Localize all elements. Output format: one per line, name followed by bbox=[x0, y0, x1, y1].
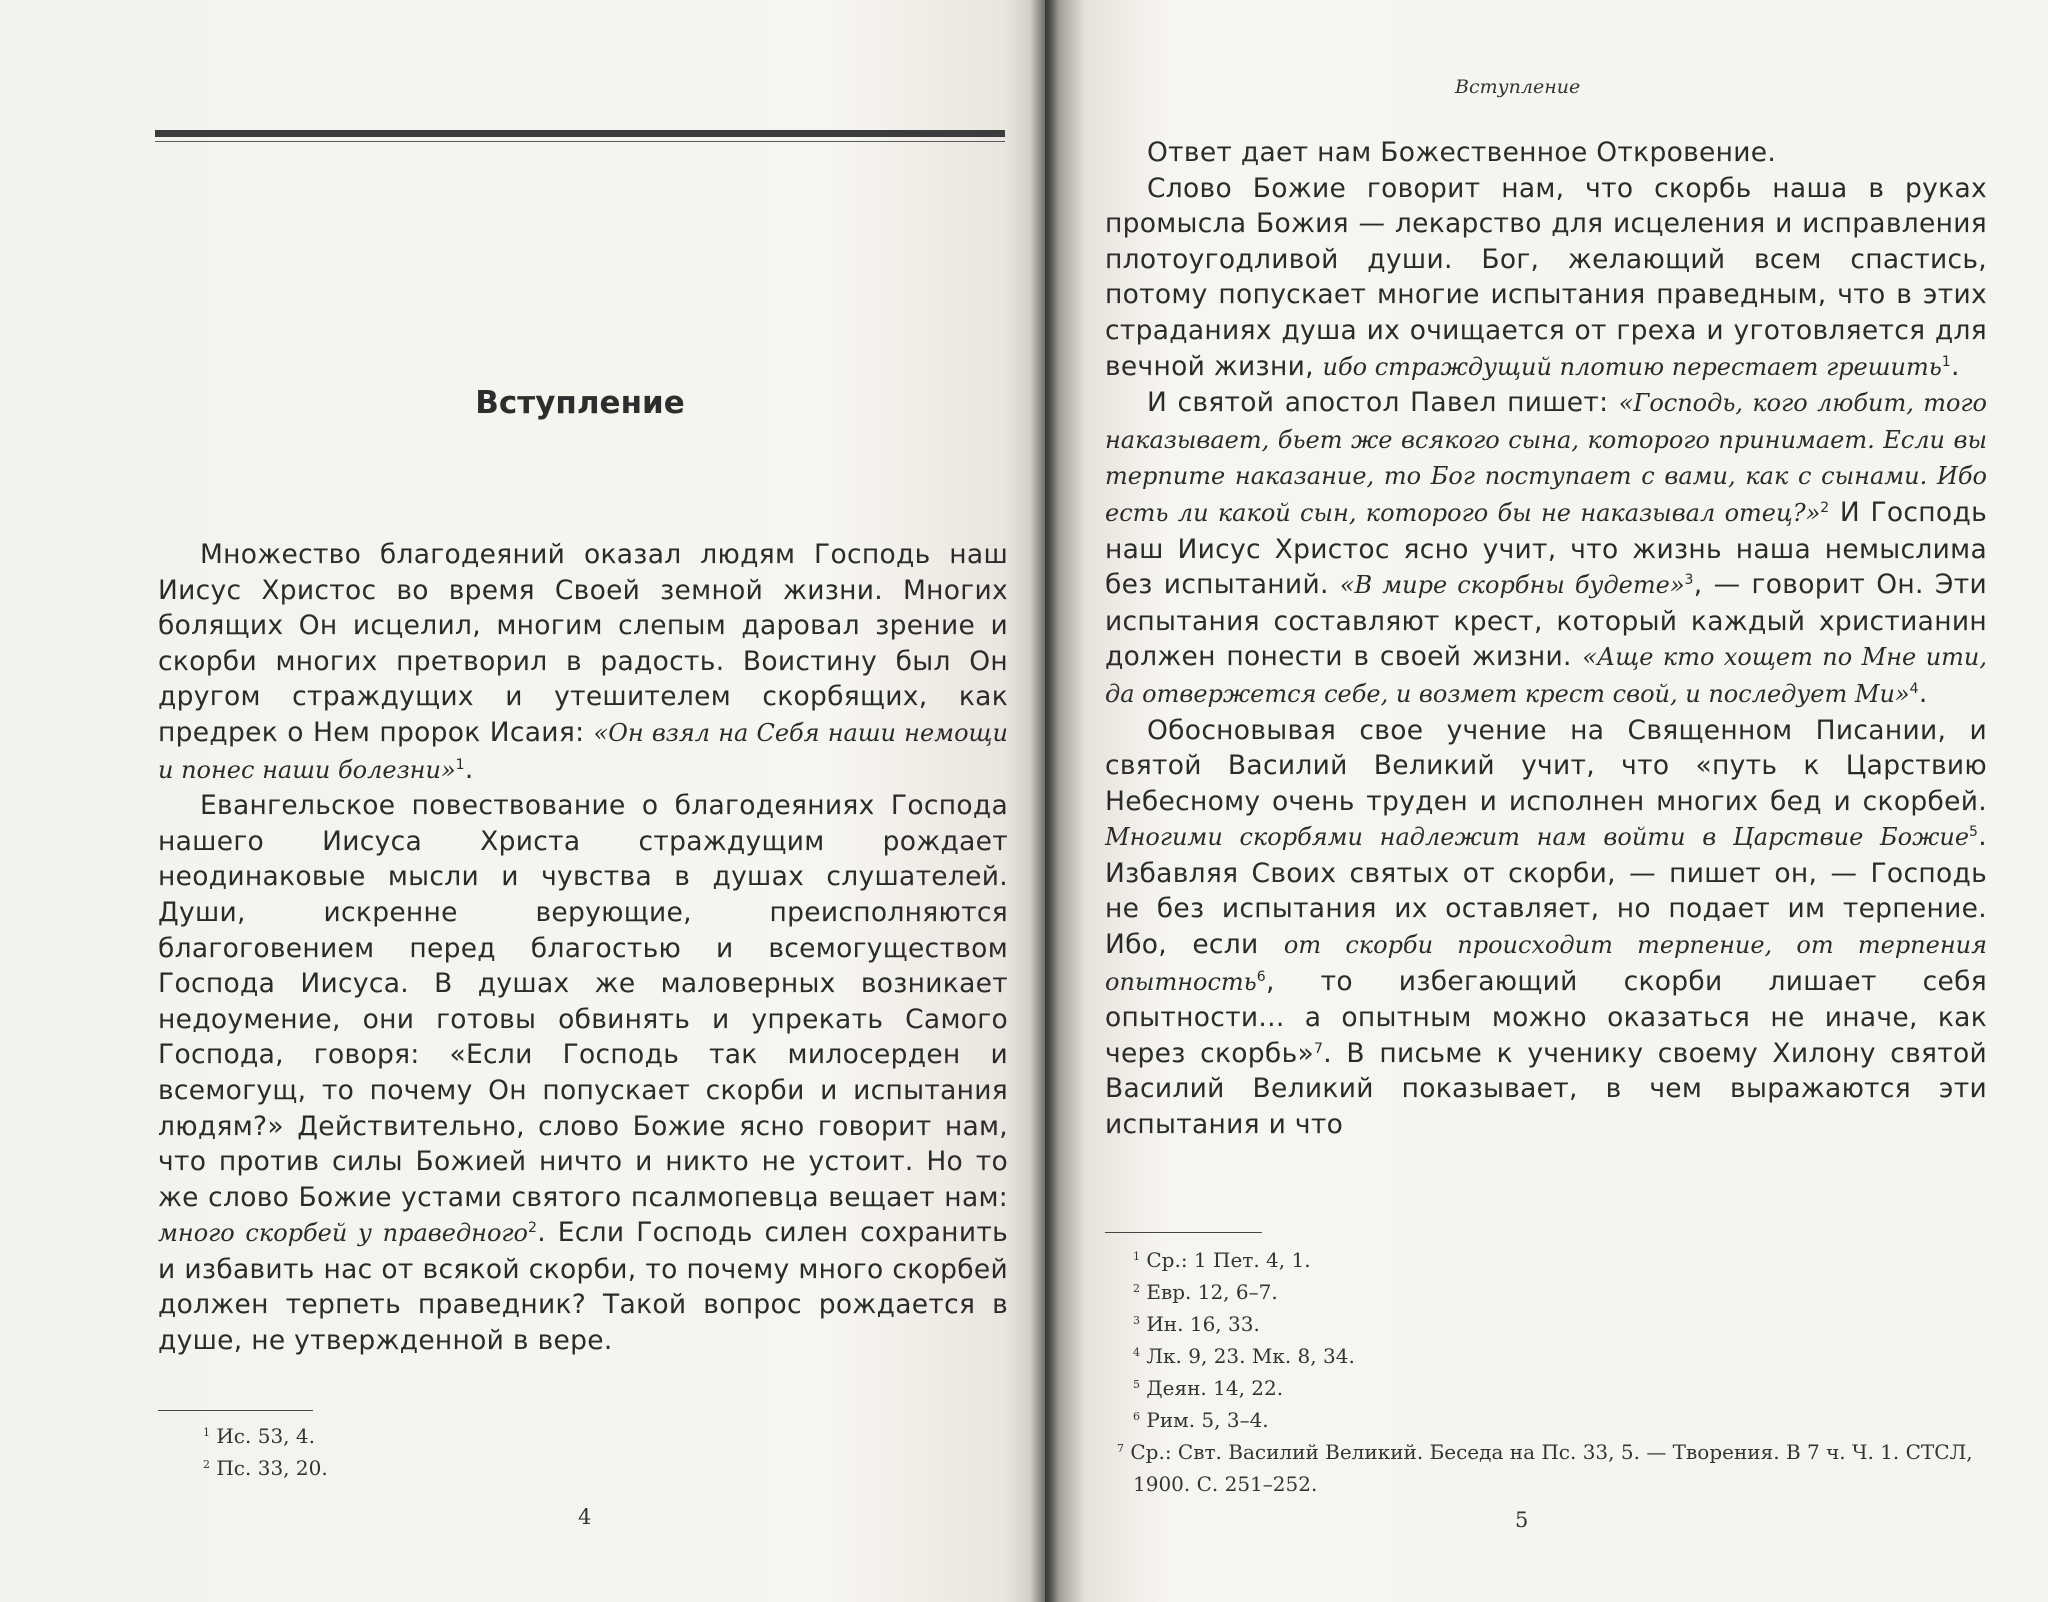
footnote-number: 5 bbox=[1133, 1378, 1140, 1391]
text-run: Обосновывая свое учение на Священном Писании, и святой Василий Великий учит, что «путь к Царствию Небесному очень труден и исполнен многих бед и скорбей. bbox=[1105, 714, 1987, 817]
footnote-ref: 4 bbox=[1909, 680, 1919, 697]
footnote bbox=[1133, 1340, 2013, 1372]
paragraph bbox=[1105, 713, 1987, 1143]
footnote-text: Евр. 12, 6–7. bbox=[1140, 1280, 1278, 1304]
text-run: И святой апостол Павел пишет: bbox=[1147, 387, 1619, 419]
text-run: . Избавляя Своих святых от скорби, — пишет он, — Господь не без испытания их оставляет, но подает им терпение. Ибо, если bbox=[1105, 821, 1987, 961]
quotation: Многими скорбями надлежит нам войти в Царствие Божие bbox=[1105, 823, 1970, 852]
footnote-number: 2 bbox=[203, 1458, 210, 1471]
footnote-ref: 7 bbox=[1314, 1040, 1324, 1057]
footnote-ref: 2 bbox=[1820, 499, 1830, 516]
footnote-number: 4 bbox=[1133, 1346, 1140, 1359]
footnote-number: 3 bbox=[1133, 1314, 1140, 1327]
footnote-text: Пс. 33, 20. bbox=[210, 1456, 328, 1480]
footnote-number: 6 bbox=[1133, 1410, 1140, 1423]
paragraph bbox=[1105, 135, 1987, 171]
footnote-text: Деян. 14, 22. bbox=[1140, 1376, 1284, 1400]
footnote-ref: 6 bbox=[1256, 968, 1266, 985]
text-run: , то избегающий скорби лишает себя опытности... а опытным можно оказаться не иначе, как через скорбь» bbox=[1105, 965, 1987, 1069]
chapter-rule bbox=[155, 130, 1005, 137]
paragraph bbox=[1105, 171, 1987, 386]
footnote-number: 1 bbox=[203, 1426, 210, 1439]
book-gutter bbox=[1030, 0, 1060, 1602]
footnote-ref: 5 bbox=[1969, 824, 1979, 841]
quotation: «В мире скорбны будете» bbox=[1339, 571, 1685, 600]
footnote-text: Ис. 53, 4. bbox=[210, 1424, 315, 1448]
footnote bbox=[1117, 1436, 2013, 1500]
page-number: 5 bbox=[1515, 1508, 1529, 1532]
footnote bbox=[1133, 1372, 2013, 1404]
footnote-ref: 1 bbox=[1941, 353, 1951, 370]
quotation: ибо страждущий плотию перестает грешить bbox=[1322, 352, 1942, 381]
quotation: от скорби происходит терпение, от терпения опытность bbox=[1105, 931, 1987, 996]
footnote-rule bbox=[158, 1410, 313, 1411]
footnote-text: Ср.: Свт. Василий Великий. Беседа на Пс. 33, 5. — Творения. В 7 ч. Ч. 1. СТСЛ, 1900. С. 251–252. bbox=[1124, 1440, 1973, 1496]
footnote bbox=[203, 1420, 328, 1452]
right-footnotes bbox=[1117, 1244, 2013, 1500]
right-body-text bbox=[1105, 135, 1987, 1143]
quotation: «Аще кто хощет по Мне ити, да отвержется себе, и возмет крест свой, и последует Ми» bbox=[1105, 643, 1987, 708]
footnote-ref: 3 bbox=[1684, 572, 1694, 589]
bleed-through-text bbox=[780, 135, 826, 249]
text-run: И Господь наш Иисус Христос ясно учит, что жизнь наша немыслима без испытаний. bbox=[1105, 496, 1987, 601]
text-run: Слово Божие говорит нам, что скорбь наша в руках промысла Божия — лекарство для исцеления и исправления плотоугодливой души. Бог, желающий всем спастись, потому попускает многие испытания праведным, что в этих страданиях душа их очищается от греха и уготовляется для вечной жизни, bbox=[1105, 172, 1987, 382]
paragraph bbox=[158, 537, 1008, 788]
text-run: . Если Господь силен сохранить и избавить нас от всякой скорби, то почему много скорбей должен терпеть праведник? Такой вопрос рождается в душе, не утвержденной в вере. bbox=[158, 1217, 1008, 1357]
text-run: Ответ дает нам Божественное Откровение. bbox=[1147, 137, 1777, 168]
footnote-text: Ин. 16, 33. bbox=[1140, 1312, 1260, 1336]
left-body-text bbox=[158, 537, 1008, 1359]
text-run: . bbox=[464, 753, 474, 785]
footnote-number: 2 bbox=[1133, 1282, 1140, 1295]
right-page bbox=[1045, 0, 2048, 1602]
footnote-text: Лк. 9, 23. Мк. 8, 34. bbox=[1140, 1344, 1355, 1368]
page-number: 4 bbox=[578, 1505, 592, 1529]
footnote bbox=[203, 1452, 328, 1484]
text-run: , — говорит Он. Эти испытания составляют крест, который каждый христианин должен понести в своей жизни. bbox=[1105, 569, 1987, 673]
footnote bbox=[1133, 1276, 2013, 1308]
quotation: «Господь, кого любит, того наказывает, бьет же всякого сына, которого принимает. Если вы терпите наказание, то Бог поступает с вами, как с сынами. Ибо есть ли какой сын, которого бы не наказывал отец?» bbox=[1105, 389, 1987, 527]
text-run: Евангельское повествование о благодеяниях Господа нашего Иисуса Христа страждущим рождает неодинаковые мысли и чувства в душах слушателей. Души, искренне верующие, преисполняются благоговением перед благостью и всемогуществом Господа Иисуса. В душах же маловерных возникает недоумение, они готовы обвинять и упрекать Самого Господа, говоря: «Если Господь так милосерден и всемогущ, то почему Он попускает скорби и испытания людям?» Действительно, слово Божие ясно говорит нам, что против силы Божией ничто и никто не устоит. Но то же слово Божие устами святого псалмопевца вещает нам: bbox=[158, 790, 1008, 1213]
footnote-number: 1 bbox=[1133, 1250, 1140, 1263]
footnote bbox=[1133, 1308, 2013, 1340]
paragraph bbox=[158, 788, 1008, 1359]
chapter-rule-thin bbox=[155, 141, 1005, 142]
left-footnotes bbox=[203, 1420, 328, 1484]
footnote-text: Ср.: 1 Пет. 4, 1. bbox=[1140, 1248, 1311, 1272]
chapter-title: Вступление bbox=[475, 385, 685, 421]
footnote bbox=[1133, 1404, 2013, 1436]
footnote-text: Рим. 5, 3–4. bbox=[1140, 1408, 1269, 1432]
text-run: . bbox=[1918, 677, 1928, 709]
running-head: Вступление bbox=[1455, 76, 1581, 98]
text-run: . bbox=[1951, 350, 1960, 382]
paragraph bbox=[1105, 385, 1987, 712]
text-run: . В письме к ученику своему Хилону святой Василий Великий показывает, в чем выражаются эти испытания и что bbox=[1105, 1037, 1987, 1141]
footnote-ref: 2 bbox=[528, 1220, 538, 1237]
footnote bbox=[1133, 1244, 2013, 1276]
footnote-ref: 1 bbox=[455, 756, 465, 773]
text-run: Множество благодеяний оказал людям Господь наш Иисус Христос во время Своей земной жизни. Многих болящих Он исцелил, многим слепым даровал зрение и скорби многих претворил в радость. Воистину был Он другом страждущих и утешителем скорбящих, как предрек о Нем пророк Исаия: bbox=[158, 539, 1008, 748]
quotation: много скорбей у праведного bbox=[158, 1219, 528, 1248]
footnote-number: 7 bbox=[1117, 1442, 1124, 1455]
quotation: «Он взял на Себя наши немощи и понес наши болезни» bbox=[158, 718, 1008, 784]
footnote-rule bbox=[1105, 1232, 1262, 1233]
